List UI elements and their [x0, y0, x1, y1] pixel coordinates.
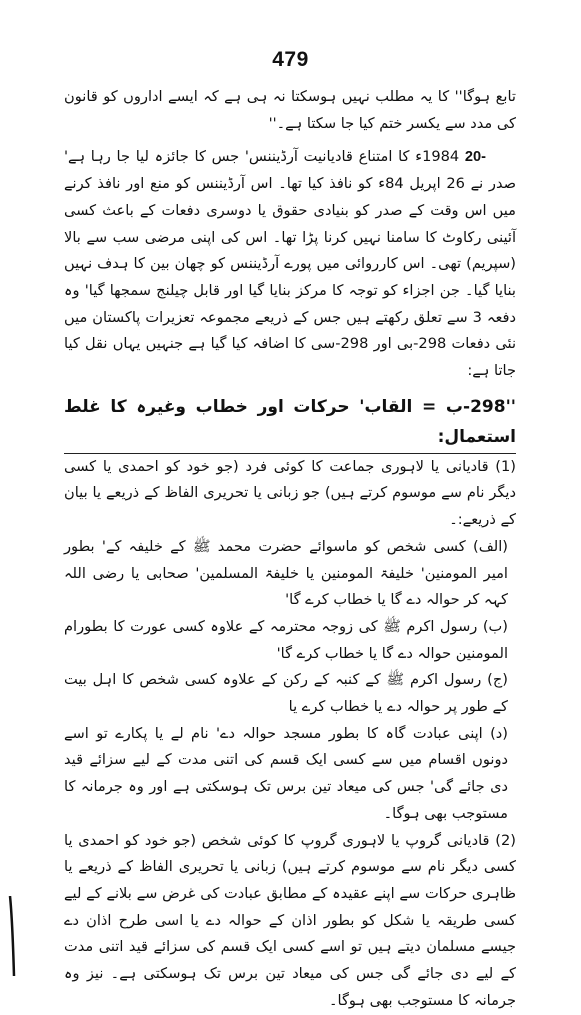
margin-scan-mark	[8, 896, 16, 976]
continuation-paragraph: تابع ہوگا'' کا یہ مطلب نہیں ہوسکتا نہ ہی ہے کہ ایسے اداروں کو قانون کی مدد سے یکسر ختم کیا جا سکتا ہے۔''	[64, 88, 516, 132]
sub-clause-b: (ب) رسول اکرم ﷺ کی زوجہ محترمہ کے علاوہ کسی عورت کا بطورام المومنین حوالہ دے گا یا خطاب کرے گا'	[64, 617, 508, 662]
paragraph-20	[64, 144, 516, 384]
clause-2: (2) قادیانی گروپ یا لاہوری گروپ کا کوئی شخص (جو خود کو احمدی یا کسی دیگر نام سے موسوم کرتے ہیں) زبانی یا تحریری الفاظ کے ذریعے یا ظاہری حرکات سے اپنے عقیدہ کے مطابق عبادت کی غرض سے بلانے کے لیے کسی طریقہ یا شکل کو بطور اذان کے حوالہ دے یا اسی طرح اذان دے جیسے مسلمان دیتے ہیں تو اسے کسی ایک قسم کی سزائے قید اتنی مدت کے لیے دی جائے گی جس کی میعاد تین برس تک ہوسکتی ہے۔ نیز وہ جرمانہ کا مستوجب بھی ہوگا۔	[64, 831, 516, 1009]
sub-clause-c: (ج) رسول اکرم ﷺ کے کنبہ کے رکن کے علاوہ کسی شخص کا اہل بیت کے طور پر حوالہ دے یا خطاب کرے یا	[64, 671, 508, 716]
sub-clause-d: (د) اپنی عبادت گاہ کا بطور مسجد حوالہ دے' نام لے یا پکارے تو اسے دونوں اقسام میں سے کسی ایک قسم کی اتنی مدت کے لیے سزائے قید دی جائے گی' جس کی میعاد تین برس تک ہوسکتی ہے اور وہ جرمانہ کا مستوجب بھی ہوگا۔	[64, 724, 508, 822]
section-heading: ''298-ب = القاب' حرکات اور خطاب وغیرہ کا غلط استعمال:	[64, 392, 516, 454]
page-number: 479	[272, 48, 309, 71]
clause-1: (1) قادیانی یا لاہوری جماعت کا کوئی فرد (جو خود کو احمدی یا کسی دیگر نام سے موسوم کرتے ہیں) جو زبانی یا تحریری الفاظ کے ذریعے یا بیان کے ذریعے:۔	[64, 457, 516, 529]
page-body	[64, 84, 516, 1015]
paragraph-number: -20	[464, 149, 487, 166]
sub-clause-a: (الف) کسی شخص کو ماسوائے حضرت محمد ﷺ کے خلیفہ کے' بطور امیر المومنین' خلیفۃ المومنین یا خلیفۃ المسلمین' صحابی یا رضی اللہ کہہ کر حوالہ دے گا یا خطاب کرے گا'	[64, 537, 508, 609]
paragraph-20-text: 1984ء کا امتناع قادیانیت آرڈیننس' جس کا جائزہ لیا جا رہا ہے' صدر نے 26 اپریل 84ء کو نافذ کیا تھا۔ اس آرڈیننس کو منع اور نافذ کرنے میں اس وقت کے صدر کو بنیادی حقوق یا دوسری دفعات کے باعث کسی آئینی رکاوٹ کا سامنا نہیں کرنا پڑا تھا۔ اس کی اپنی مرضی سب سے بالا (سپریم) تھی۔ اس کارروائی میں پورے آرڈیننس کو چھان بین کا ہدف نہیں بنایا گیا۔ جن اجزاء کو توجہ کا مرکز بنایا گیا اور قابل چیلنج سمجھا گیا' وہ دفعہ 3 سے تعلق رکھتے ہیں جس کے ذریعے مجموعہ تعزیرات پاکستان میں نئی دفعات 298-بی اور 298-سی کا اضافہ کیا گیا ہے جنہیں یہاں نقل کیا جاتا ہے:	[64, 148, 517, 380]
